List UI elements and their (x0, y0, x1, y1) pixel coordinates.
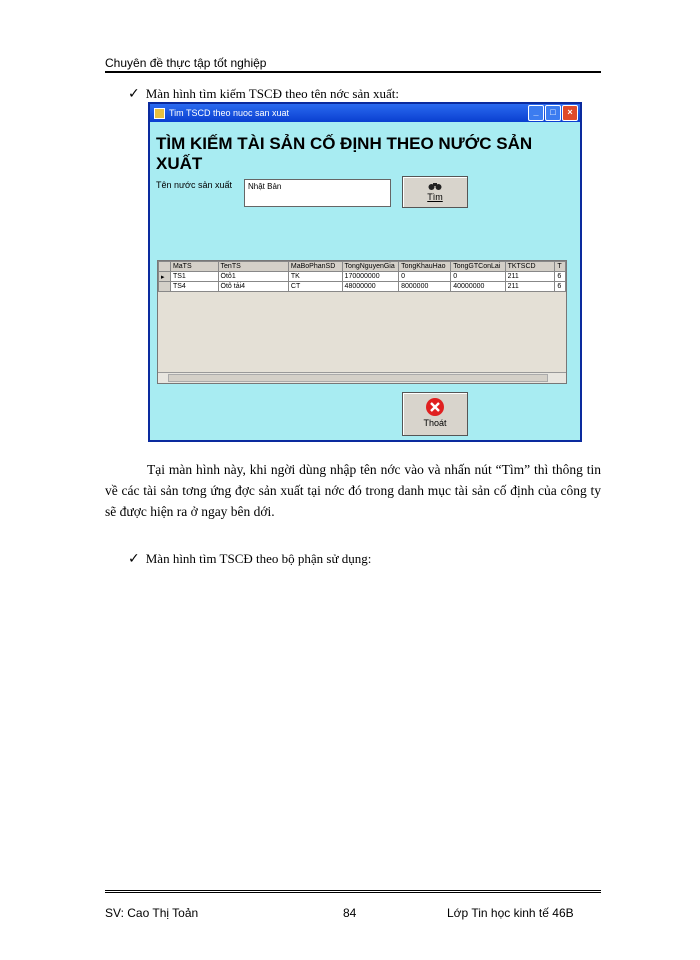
country-label: Tên nước sản xuất (156, 180, 232, 190)
table-row[interactable] (159, 272, 566, 282)
bullet-text: Màn hình tìm TSCĐ theo bộ phận sử dụng: (145, 551, 372, 566)
row-selector[interactable]: ▸ (159, 272, 171, 282)
page-header: Chuyên đề thực tập tốt nghiệp (105, 56, 601, 73)
table-row[interactable] (159, 282, 566, 292)
form-title: TÌM KIẾM TÀI SẢN CỐ ĐỊNH THEO NƯỚC SẢN XUẤT (156, 134, 533, 173)
table-cell[interactable]: 211 (505, 272, 555, 282)
column-header[interactable]: MaBoPhanSD (288, 262, 342, 272)
binoculars-icon (428, 181, 442, 191)
window-titlebar (150, 104, 580, 122)
table-cell[interactable]: 48000000 (342, 282, 399, 292)
table-cell[interactable]: 170000000 (342, 272, 399, 282)
minimize-icon[interactable]: _ (528, 105, 544, 121)
bullet-item (128, 551, 371, 567)
table-cell[interactable]: CT (288, 282, 342, 292)
page-number: 84 (343, 906, 357, 920)
checkmark-icon: ✓ (128, 551, 140, 567)
table-cell[interactable]: 211 (505, 282, 555, 292)
table-cell[interactable]: TS1 (170, 272, 218, 282)
results-grid[interactable] (157, 260, 567, 384)
paragraph-text: Tại màn hình này, khi ngời dùng nhập tên nớc vào và nhấn nút “Tìm” thì thông tin về các tài sản tơng ứng đợc sản xuất tại nớc đó trong danh mục tài sản cố định của công ty sẽ được hiện ra ở ngay bên dới. (105, 462, 601, 519)
row-selector-header (159, 262, 171, 272)
country-input[interactable]: Nhật Bản (244, 179, 391, 207)
column-header[interactable]: TongNguyenGia (342, 262, 399, 272)
horizontal-scrollbar[interactable] (158, 372, 566, 383)
search-window (148, 102, 582, 442)
table-cell[interactable]: Ôtô tải4 (218, 282, 288, 292)
column-header[interactable]: T (555, 262, 566, 272)
exit-button[interactable] (402, 392, 468, 436)
column-header[interactable]: TongGTConLai (451, 262, 505, 272)
table-cell[interactable]: 6 (555, 272, 566, 282)
footer-divider (105, 890, 601, 893)
table-cell[interactable]: TS4 (170, 282, 218, 292)
table-cell[interactable]: TK (288, 272, 342, 282)
app-icon (154, 108, 165, 119)
body-paragraph (105, 459, 601, 522)
exit-button-label: Thoát (423, 418, 447, 428)
column-header[interactable]: TenTS (218, 262, 288, 272)
column-header[interactable]: MaTS (170, 262, 218, 272)
find-button[interactable] (402, 176, 468, 208)
checkmark-icon: ✓ (128, 86, 140, 102)
footer-class: Lớp Tin học kinh tế 46B (447, 906, 574, 920)
window-title: Tim TSCD theo nuoc san xuat (169, 108, 290, 118)
column-header[interactable]: TKTSCD (505, 262, 555, 272)
table-cell[interactable]: 0 (451, 272, 505, 282)
bullet-text: Màn hình tìm kiếm TSCĐ theo tên nớc sản xuất: (145, 86, 399, 101)
footer-student: SV: Cao Thị Toản (105, 906, 199, 920)
scrollbar-thumb[interactable] (168, 374, 548, 382)
bullet-item (128, 86, 399, 102)
table-cell[interactable]: 0 (399, 272, 451, 282)
table-cell[interactable]: 40000000 (451, 282, 505, 292)
table-cell[interactable]: 6 (555, 282, 566, 292)
row-selector[interactable] (159, 282, 171, 292)
table-cell[interactable]: 8000000 (399, 282, 451, 292)
close-icon[interactable]: × (562, 105, 578, 121)
close-circle-icon (425, 397, 445, 417)
find-button-label: Tìm (427, 192, 443, 202)
table-cell[interactable]: Ôtô1 (218, 272, 288, 282)
column-header[interactable]: TongKhauHao (399, 262, 451, 272)
maximize-icon[interactable]: □ (545, 105, 561, 121)
